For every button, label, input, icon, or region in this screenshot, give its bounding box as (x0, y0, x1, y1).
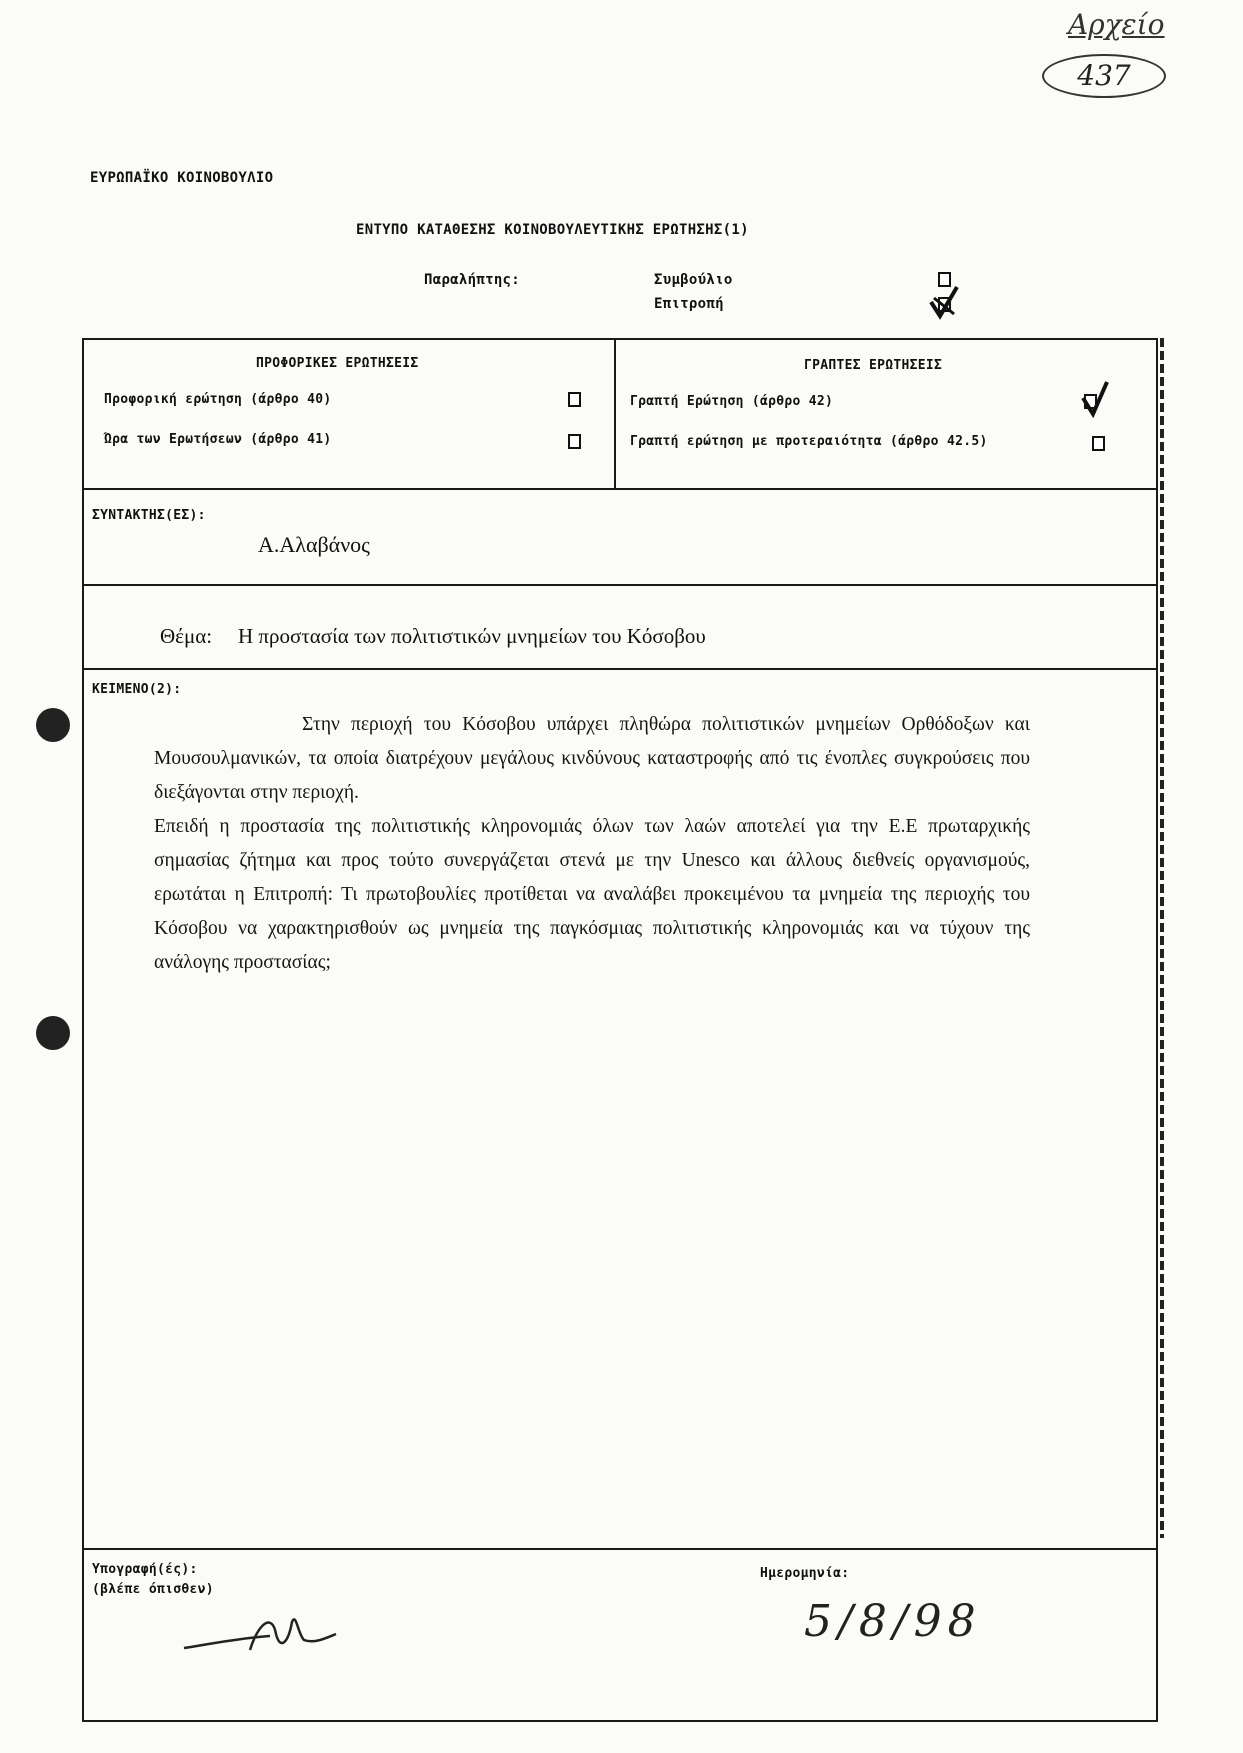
questions-divider (614, 338, 616, 488)
institution-name: ΕΥΡΩΠΑΪΚΟ ΚΟΙΝΟΒΟΥΛΙΟ (90, 170, 274, 186)
recipient-council-label: Συμβούλιο (654, 272, 733, 288)
archive-label: Αρχείο (1068, 8, 1165, 41)
subject-bottom-line (82, 668, 1156, 670)
written-questions-heading: ΓΡΑΠΤΕΣ ΕΡΩΤΗΣΕΙΣ (804, 358, 943, 373)
priority-written-question-checkbox[interactable] (1092, 436, 1105, 451)
signature-scribble (180, 1604, 340, 1658)
author-label: ΣΥΝΤΑΚΤΗΣ(ΕΣ): (92, 508, 206, 523)
questions-bottom-line (82, 488, 1156, 490)
signature-label: Υπογραφή(ές): (92, 1562, 198, 1577)
question-paragraph-2: Επειδή η προστασία της πολιτιστικής κληρονομιάς όλων των λαών αποτελεί για την Ε.Ε πρωταρχικής σημασίας ζήτημα και προς τούτο συνεργάζεται στενά με την Unesco και άλλους διεθνείς οργανισμούς, ερωτάται η Επιτροπή: Τι πρωτοβουλίες προτίθεται να αναλάβει προκειμένου τα μνημεία της περιοχής του Κόσοβου να χαρακτηρισθούν ως μνημεία της παγκόσμιας πολιτιστικής κληρονομιάς και να τύχουν της ανάλογης προστασίας; (154, 816, 1030, 973)
subject-value: Η προστασία των πολιτιστικών μνημείων του Κόσοβου (238, 624, 706, 648)
question-paragraph-1: Στην περιοχή του Κόσοβου υπάρχει πληθώρα πολιτιστικών μνημείων Ορθόδοξων και Μουσουλμανικών, τα οποία διατρέχουν μεγάλους κινδύνους καταστροφής από τις ένοπλες συγκρούσεις που διεξάγονται στην περιοχή. (154, 714, 1030, 803)
right-margin-strip (1160, 338, 1164, 1538)
recipient-label: Παραλήπτης: (424, 272, 521, 288)
written-question-item: Γραπτή Ερώτηση (άρθρο 42) (630, 394, 834, 409)
question-time-item: Ώρα των Ερωτήσεων (άρθρο 41) (104, 432, 332, 447)
author-value: Α.Αλαβάνος (258, 532, 370, 557)
oral-question-item: Προφορική ερώτηση (άρθρο 40) (104, 392, 332, 407)
archive-number: 437 (1042, 54, 1166, 98)
signature-top-line (82, 1548, 1156, 1550)
oral-question-checkbox[interactable] (568, 392, 581, 407)
date-label: Ημερομηνία: (760, 1566, 850, 1581)
form-frame (82, 338, 1158, 1722)
checkmark-icon (928, 284, 960, 320)
text-section-label: ΚΕΙΜΕΝΟ(2): (92, 682, 182, 697)
subject-label: Θέμα: (160, 624, 213, 648)
question-time-checkbox[interactable] (568, 434, 581, 449)
punch-hole (36, 708, 70, 742)
form-title: ΕΝΤΥΠΟ ΚΑΤΑΘΕΣΗΣ ΚΟΙΝΟΒΟΥΛΕΥΤΙΚΗΣ ΕΡΩΤΗΣΗΣ(1) (356, 222, 749, 238)
recipient-commission-label: Επιτροπή (654, 296, 724, 312)
priority-written-question-item: Γραπτή ερώτηση με προτεραιότητα (άρθρο 42.5) (630, 434, 988, 449)
date-value: 5/8/98 (804, 1596, 982, 1647)
oral-questions-heading: ΠΡΟΦΟΡΙΚΕΣ ΕΡΩΤΗΣΕΙΣ (256, 356, 419, 371)
punch-hole (36, 1016, 70, 1050)
checkmark-icon (1080, 380, 1110, 418)
author-bottom-line (82, 584, 1156, 586)
signature-sublabel: (βλέπε όπισθεν) (92, 1582, 214, 1597)
